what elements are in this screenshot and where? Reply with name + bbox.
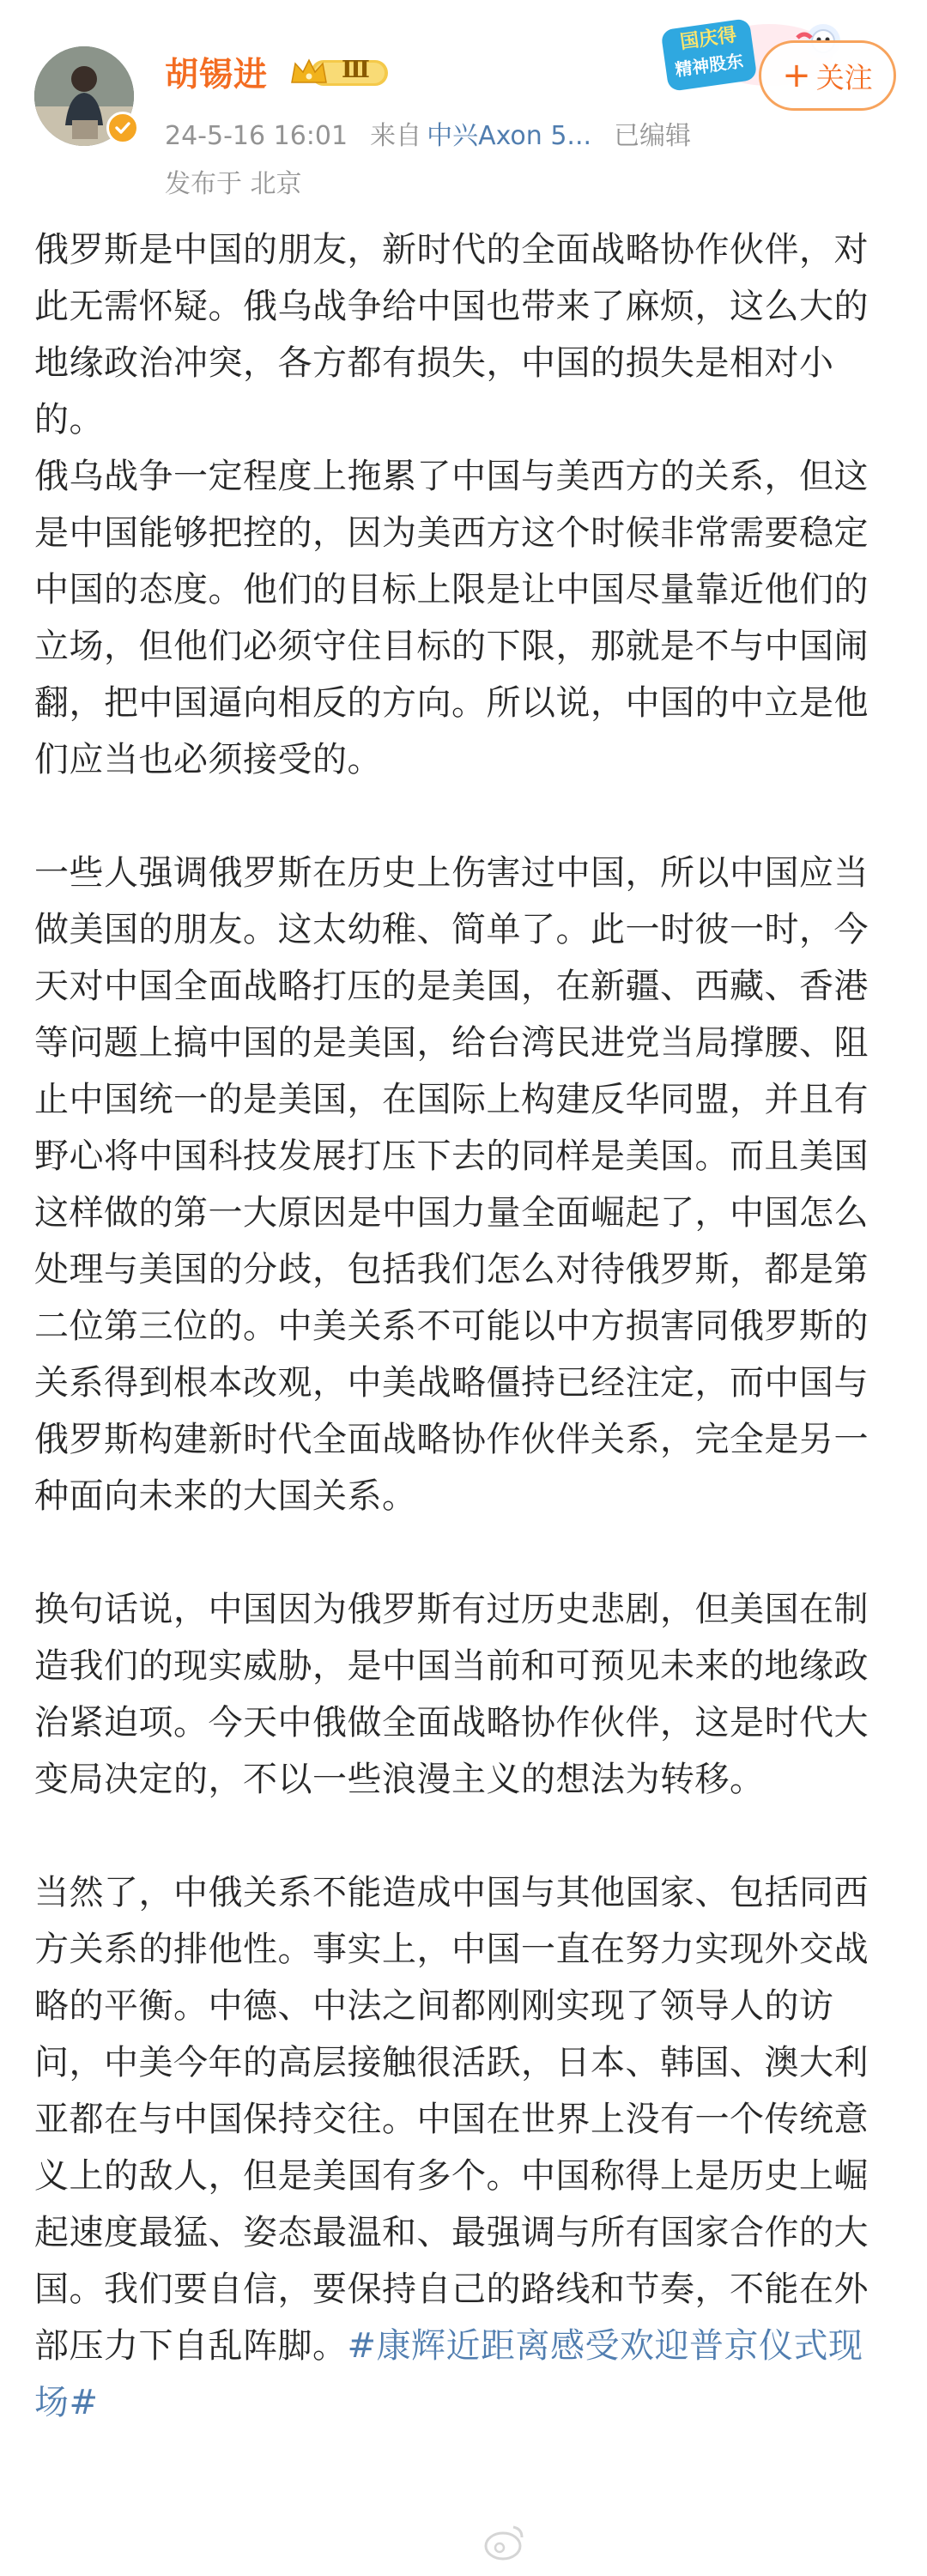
plus-icon: + bbox=[782, 56, 811, 95]
post-paragraph-text: 当然了，中俄关系不能造成中国与其他国家、包括同西方关系的排他性。事实上，中国一直在努力实现外交战略的平衡。中德、中法之间都刚刚实现了领导人的访问，中美今年的高层接触很活跃，日本、韩国、澳大利亚都在与中国保持交往。中国在世界上没有一个传统意义上的敌人，但是美国有多个。中国称得上是历史上崛起速度最猛、姿态最温和、最强调与所有国家合作的大国。我们要自信，要保持自己的路线和节奏，不能在外部压力下自乱阵脚。 bbox=[34, 1873, 869, 2366]
username[interactable]: 胡锡进 bbox=[165, 56, 269, 94]
post-paragraph: 俄乌战争一定程度上拖累了中国与美西方的关系，但这是中国能够把控的，因为美西方这个时候非常需要稳定中国的态度。他们的目标上限是让中国尽量靠近他们的立场，但他们必须守住目标的下限，那就是不与中国闹翻，把中国逼向相反的方向。所以说，中国的中立是他们应当也必须接受的。 bbox=[34, 457, 869, 779]
edited-label[interactable]: 已编辑 bbox=[614, 121, 692, 151]
post-paragraph-last bbox=[34, 1864, 893, 2431]
post-paragraph: 一些人强调俄罗斯在历史上伤害过中国，所以中国应当做美国的朋友。这太幼稚、简单了。此一时彼一时，今天对中国全面战略打压的是美国，在新疆、西藏、香港等问题上搞中国的是美国，给台湾民进党当局撑腰、阻止中国统一的是美国，在国际上构建反华同盟，并且有野心将中国科技发展打压下去的同样是美国。而且美国这样做的第一大原因是中国力量全面崛起了，中国怎么处理与美国的分歧，包括我们怎么对待俄罗斯，都是第二位第三位的。中美关系不可能以中方损害同俄罗斯的关系得到根本改观，中美战略僵持已经注定，而中国与俄罗斯构建新时代全面战略协作伙伴关系，完全是另一种面向未来的大国关系。 bbox=[34, 853, 869, 1516]
verified-icon bbox=[106, 112, 139, 144]
post-meta bbox=[165, 114, 691, 152]
follow-button[interactable] bbox=[759, 40, 896, 111]
sticker-text-1: 国庆得 bbox=[678, 24, 738, 54]
post-location: 发布于 北京 bbox=[165, 169, 302, 199]
topic-hashtag-link[interactable]: #康辉近距离感受欢迎普京仪式现场# bbox=[34, 2326, 863, 2422]
source-prefix: 来自 bbox=[370, 121, 422, 151]
post-paragraph: 换句话说，中国因为俄罗斯有过历史悲剧，但美国在制造我们的现实威胁，是中国当前和可预见未来的地缘政治紧迫项。今天中俄做全面战略协作伙伴，这是时代大变局决定的，不以一些浪漫主义的想法为转移。 bbox=[34, 1590, 869, 1799]
post-paragraph: 俄罗斯是中国的朋友，新时代的全面战略协作伙伴，对此无需怀疑。俄乌战争给中国也带来了麻烦，这么大的地缘政治冲突，各方都有损失，中国的损失是相对小的。 bbox=[34, 230, 869, 439]
follow-label: 关注 bbox=[815, 60, 873, 94]
weibo-watermark bbox=[481, 2515, 670, 2570]
crown-icon bbox=[288, 53, 391, 91]
post-time[interactable]: 24-5-16 16:01 bbox=[165, 121, 348, 151]
level-text: Ⅲ bbox=[342, 57, 370, 83]
post-header bbox=[0, 0, 927, 206]
post-body bbox=[34, 221, 893, 2431]
level-badge bbox=[288, 53, 391, 91]
source-device-link[interactable]: 中兴Axon 5... bbox=[427, 121, 592, 151]
sticker-text-2: 精神股东 bbox=[673, 50, 745, 81]
